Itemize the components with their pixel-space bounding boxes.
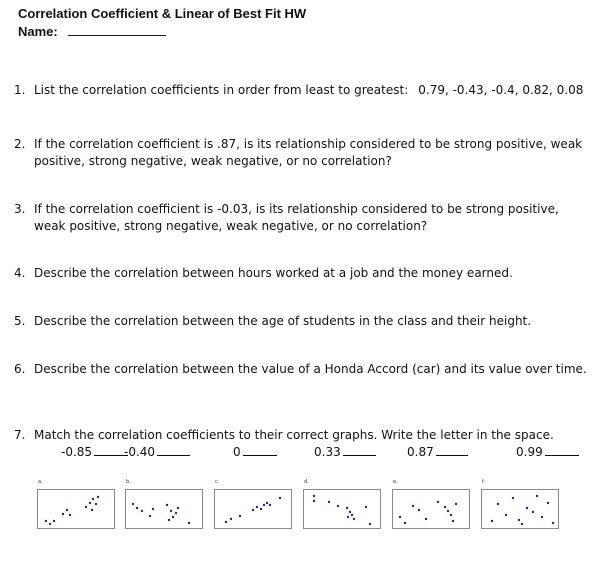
coefficient-blank[interactable]	[516, 444, 579, 459]
name-field	[18, 24, 166, 39]
name-label: Name:	[18, 24, 58, 39]
coefficient-blank[interactable]	[124, 444, 190, 459]
coefficient-value: -0.85	[61, 445, 93, 459]
question-4	[14, 265, 594, 282]
answer-blank-line[interactable]	[343, 444, 376, 456]
question-number: 3.	[14, 202, 26, 216]
answer-blank-line[interactable]	[243, 444, 277, 456]
scatter-plot-a	[37, 489, 115, 529]
question-text: Describe the correlation between the age of students in the class and their height.	[34, 314, 532, 328]
coefficient-value: 0	[233, 445, 241, 459]
scatter-plot-f	[481, 489, 559, 529]
question-1	[14, 82, 594, 99]
question-5	[14, 313, 594, 330]
graph-letter: f.	[482, 479, 485, 485]
scatter-plot-a-image	[38, 490, 114, 528]
coefficient-value: 0.87	[407, 445, 434, 459]
answer-blank-line[interactable]	[94, 444, 128, 456]
scatter-plot-c	[214, 489, 292, 529]
question-7	[14, 427, 594, 444]
scatter-plot-d	[303, 489, 381, 529]
scatter-plot-d-image	[304, 490, 380, 528]
question-text: If the correlation coefficient is -0.03, is its relationship considered to be strong positive, weak positive, strong negative, weak negative, or no correlation?	[34, 202, 559, 233]
coefficient-blank[interactable]	[314, 444, 376, 459]
question-6	[14, 361, 594, 378]
scatter-plot-b-image	[126, 490, 202, 528]
scatter-plot-c-image	[215, 490, 291, 528]
answer-blank-line[interactable]	[545, 444, 579, 456]
coefficient-value: 0.99	[516, 445, 543, 459]
question-text: If the correlation coefficient is .87, is its relationship considered to be strong positive, weak positive, strong negative, weak negative, or no correlation?	[34, 137, 583, 168]
question-number: 4.	[14, 266, 26, 280]
question-text: Describe the correlation between hours worked at a job and the money earned.	[34, 266, 513, 280]
question-text: List the correlation coefficients in order from least to greatest:	[34, 83, 409, 97]
coefficient-blank[interactable]	[407, 444, 468, 459]
graph-letter: b.	[126, 479, 131, 485]
question-number: 6.	[14, 362, 26, 376]
question-2	[14, 136, 594, 170]
coefficient-blank[interactable]	[61, 444, 128, 459]
question-number: 7.	[14, 428, 26, 442]
name-blank-line[interactable]	[68, 24, 166, 36]
scatter-plot-e	[392, 489, 470, 529]
coefficient-value: 0.33	[314, 445, 341, 459]
coefficient-value: -0.40	[124, 445, 156, 459]
graph-letter: d.	[304, 479, 309, 485]
question-values: 0.79, -0.43, -0.4, 0.82, 0.08	[418, 83, 584, 97]
question-number: 2.	[14, 137, 26, 151]
coefficient-blank[interactable]	[233, 444, 277, 459]
scatter-plot-e-image	[393, 490, 469, 528]
graph-letter: e.	[393, 479, 398, 485]
question-text: Describe the correlation between the value of a Honda Accord (car) and its value over time.	[34, 362, 587, 376]
answer-blank-line[interactable]	[436, 444, 468, 456]
scatter-plot-f-image	[482, 490, 558, 528]
graph-letter: c.	[215, 479, 220, 485]
answer-blank-line[interactable]	[157, 444, 190, 456]
scatter-plot-b	[125, 489, 203, 529]
question-3	[14, 201, 594, 235]
question-text: Match the correlation coefficients to their correct graphs. Write the letter in the space.	[34, 428, 554, 442]
worksheet-title: Correlation Coefficient & Linear of Best Fit HW	[18, 6, 307, 21]
question-number: 5.	[14, 314, 26, 328]
graph-letter: a.	[38, 479, 43, 485]
question-number: 1.	[14, 83, 26, 97]
